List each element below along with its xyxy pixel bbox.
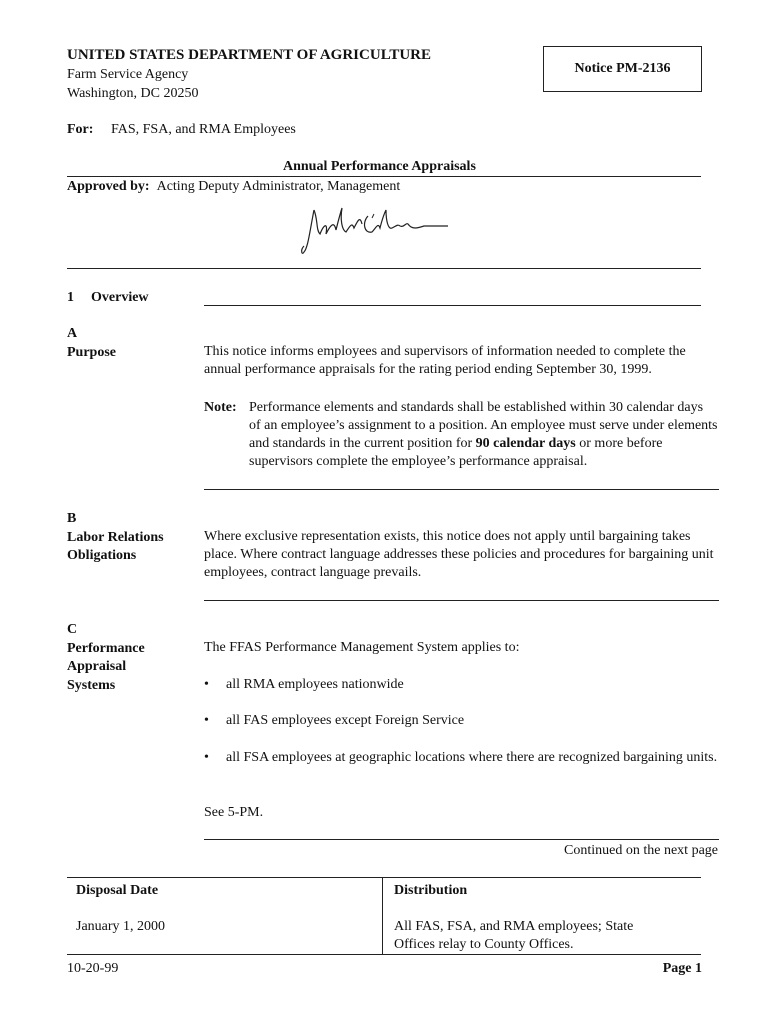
see-reference: See 5-PM.: [204, 805, 264, 820]
signature-image: [300, 200, 450, 262]
disposal-column: [76, 877, 376, 954]
distribution-value: All FAS, FSA, and RMA employees; State Offices relay to County Offices.: [394, 919, 634, 952]
continued-note: Continued on the next page: [564, 843, 718, 858]
distribution-column: [394, 877, 694, 954]
bullet-icon: •: [204, 713, 209, 728]
agency-header: [67, 46, 431, 103]
purpose-text: This notice informs employees and supervisors of information needed to complete the annual performance appraisals for the rating period ending September 30, 1999.: [204, 344, 686, 377]
performance-letter: C: [67, 622, 78, 637]
approved-by-line: [67, 178, 400, 196]
list-item: • all FAS employees except Foreign Service: [204, 713, 465, 728]
for-value: FAS, FSA, and RMA Employees: [111, 122, 296, 137]
bullet-icon: •: [204, 750, 209, 765]
performance-rule: [204, 839, 719, 840]
purpose-title: Purpose: [67, 344, 116, 360]
purpose-letter: A: [67, 326, 78, 341]
note-label: Note:: [204, 400, 237, 415]
performance-title-line2: Appraisal: [67, 659, 127, 674]
performance-intro: The FFAS Performance Management System applies to:: [204, 640, 520, 655]
disposal-value: January 1, 2000: [76, 919, 166, 934]
labor-title-line1: Labor Relations: [67, 529, 164, 545]
document-title: Annual Performance Appraisals: [283, 159, 476, 174]
labor-text: Where exclusive representation exists, this notice does not apply until bargaining takes place. Where contract language addresses these policies and procedures for bargaining unit employees, contract language prevails.: [204, 529, 714, 580]
agency-name: Farm Service Agency: [67, 67, 189, 82]
labor-title-line2: Obligations: [67, 548, 137, 563]
for-line: [67, 121, 296, 139]
footer-date: 10-20-99: [67, 961, 119, 976]
notice-number: Notice PM-2136: [574, 61, 671, 76]
for-label: For:: [67, 122, 94, 137]
section-overview-heading: [67, 289, 149, 307]
purpose-note: [204, 399, 718, 471]
labor-rule: [204, 600, 719, 601]
agency-address: Washington, DC 20250: [67, 86, 199, 101]
labor-heading: [67, 510, 197, 566]
disposal-label: Disposal Date: [76, 883, 159, 898]
title-rule: [67, 176, 701, 177]
purpose-rule: [204, 489, 719, 490]
approved-label: Approved by:: [67, 179, 150, 194]
overview-rule: [204, 305, 701, 306]
list-item: • all RMA employees nationwide: [204, 677, 404, 692]
note-emphasis: 90 calendar days: [475, 436, 576, 451]
header-bottom-rule: [67, 268, 701, 269]
disposal-distribution-table: [67, 877, 701, 954]
performance-title-line1: Performance: [67, 640, 145, 656]
purpose-heading: [67, 325, 197, 362]
section-title: Overview: [91, 290, 149, 305]
bullet-icon: •: [204, 677, 209, 692]
list-item: • all FSA employees at geographic locations where there are recognized bargaining units.: [204, 750, 718, 765]
distribution-label: Distribution: [394, 883, 468, 898]
approved-value: Acting Deputy Administrator, Management: [156, 179, 401, 194]
performance-heading: [67, 621, 197, 695]
labor-letter: B: [67, 511, 77, 526]
notice-number-box: [543, 46, 702, 92]
department-name: UNITED STATES DEPARTMENT OF AGRICULTURE: [67, 47, 431, 63]
page-number: Page 1: [662, 961, 702, 976]
section-number: 1: [67, 290, 74, 305]
performance-title-line3: Systems: [67, 677, 116, 693]
note-text: Performance elements and standards shall be established within 30 calendar days of an employee’s assignment to a position. An employee must serve under elements and standards in the current position for 90 calendar days or more before supervisors complete the employee’s performance appraisal.: [249, 400, 718, 469]
